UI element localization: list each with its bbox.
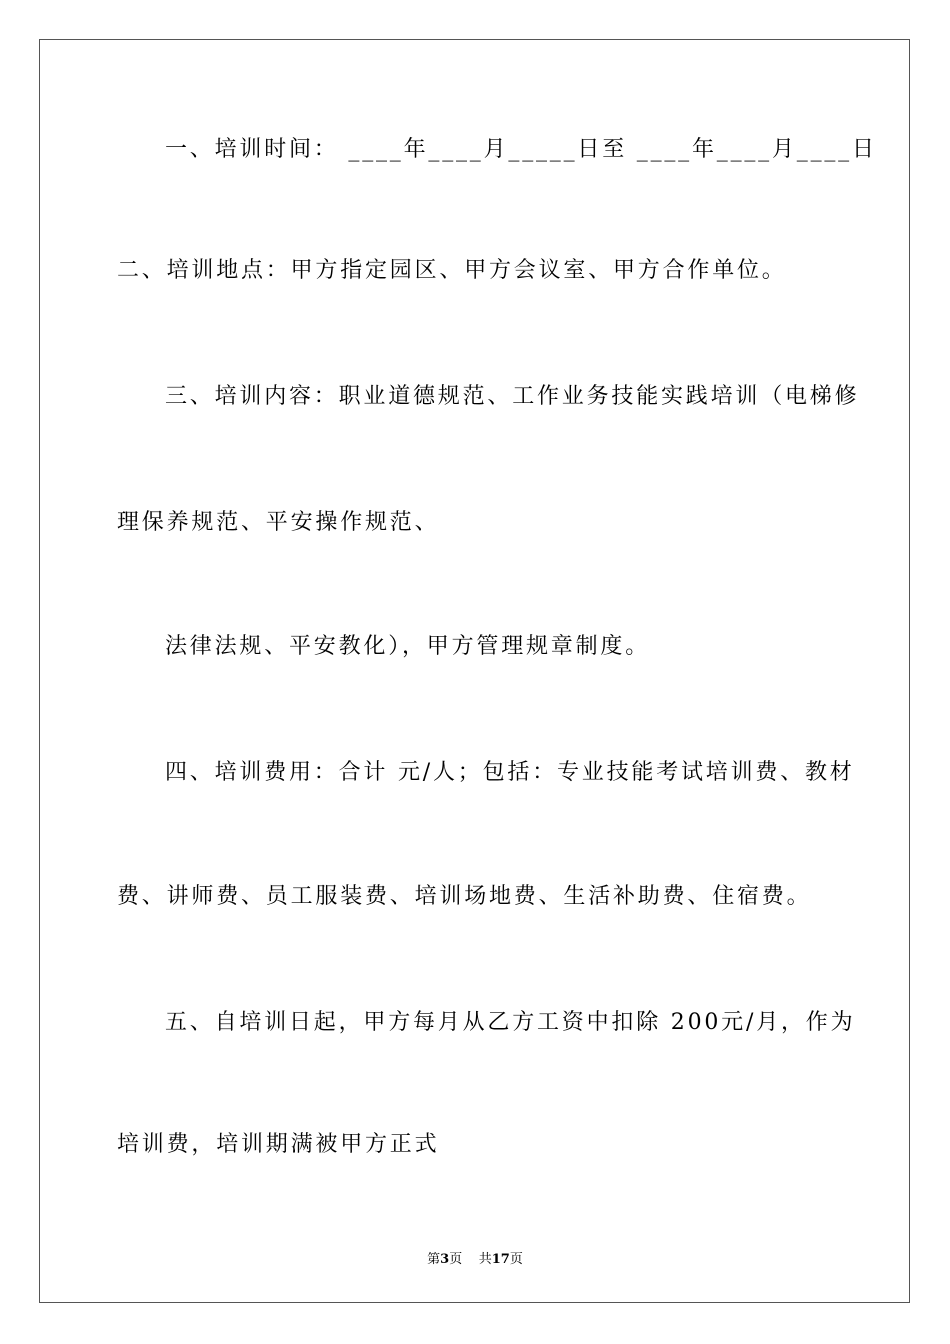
- paragraph-line-6: 四、培训费用：合计 元/人；包括：专业技能考试培训费、教材: [165, 760, 855, 785]
- paragraph-line-4: 理保养规范、平安操作规范、: [117, 510, 440, 535]
- page-border: [39, 39, 910, 1303]
- paragraph-line-9: 培训费，培训期满被甲方正式: [117, 1132, 440, 1157]
- paragraph-line-8: 五、自培训日起，甲方每月从乙方工资中扣除 200元/月，作为: [165, 1010, 856, 1035]
- page-label-suffix: 页: [449, 1252, 463, 1267]
- page-footer: [0, 1248, 950, 1267]
- paragraph-line-1: 一、培训时间： ____年____月_____日至 ____年____月____日: [165, 137, 877, 162]
- total-pages: 17: [491, 1252, 510, 1267]
- page-label-prefix: 第: [427, 1252, 441, 1267]
- total-label-suffix: 页: [509, 1252, 523, 1267]
- paragraph-line-3: 三、培训内容：职业道德规范、工作业务技能实践培训（电梯修: [165, 384, 860, 409]
- paragraph-line-5: 法律法规、平安教化），甲方管理规章制度。: [165, 634, 651, 659]
- paragraph-line-7: 费、讲师费、员工服装费、培训场地费、生活补助费、住宿费。: [117, 884, 812, 909]
- paragraph-line-2: 二、培训地点：甲方指定园区、甲方会议室、甲方合作单位。: [117, 258, 787, 283]
- total-label-prefix: 共: [478, 1252, 492, 1267]
- page-number: 3: [440, 1252, 450, 1267]
